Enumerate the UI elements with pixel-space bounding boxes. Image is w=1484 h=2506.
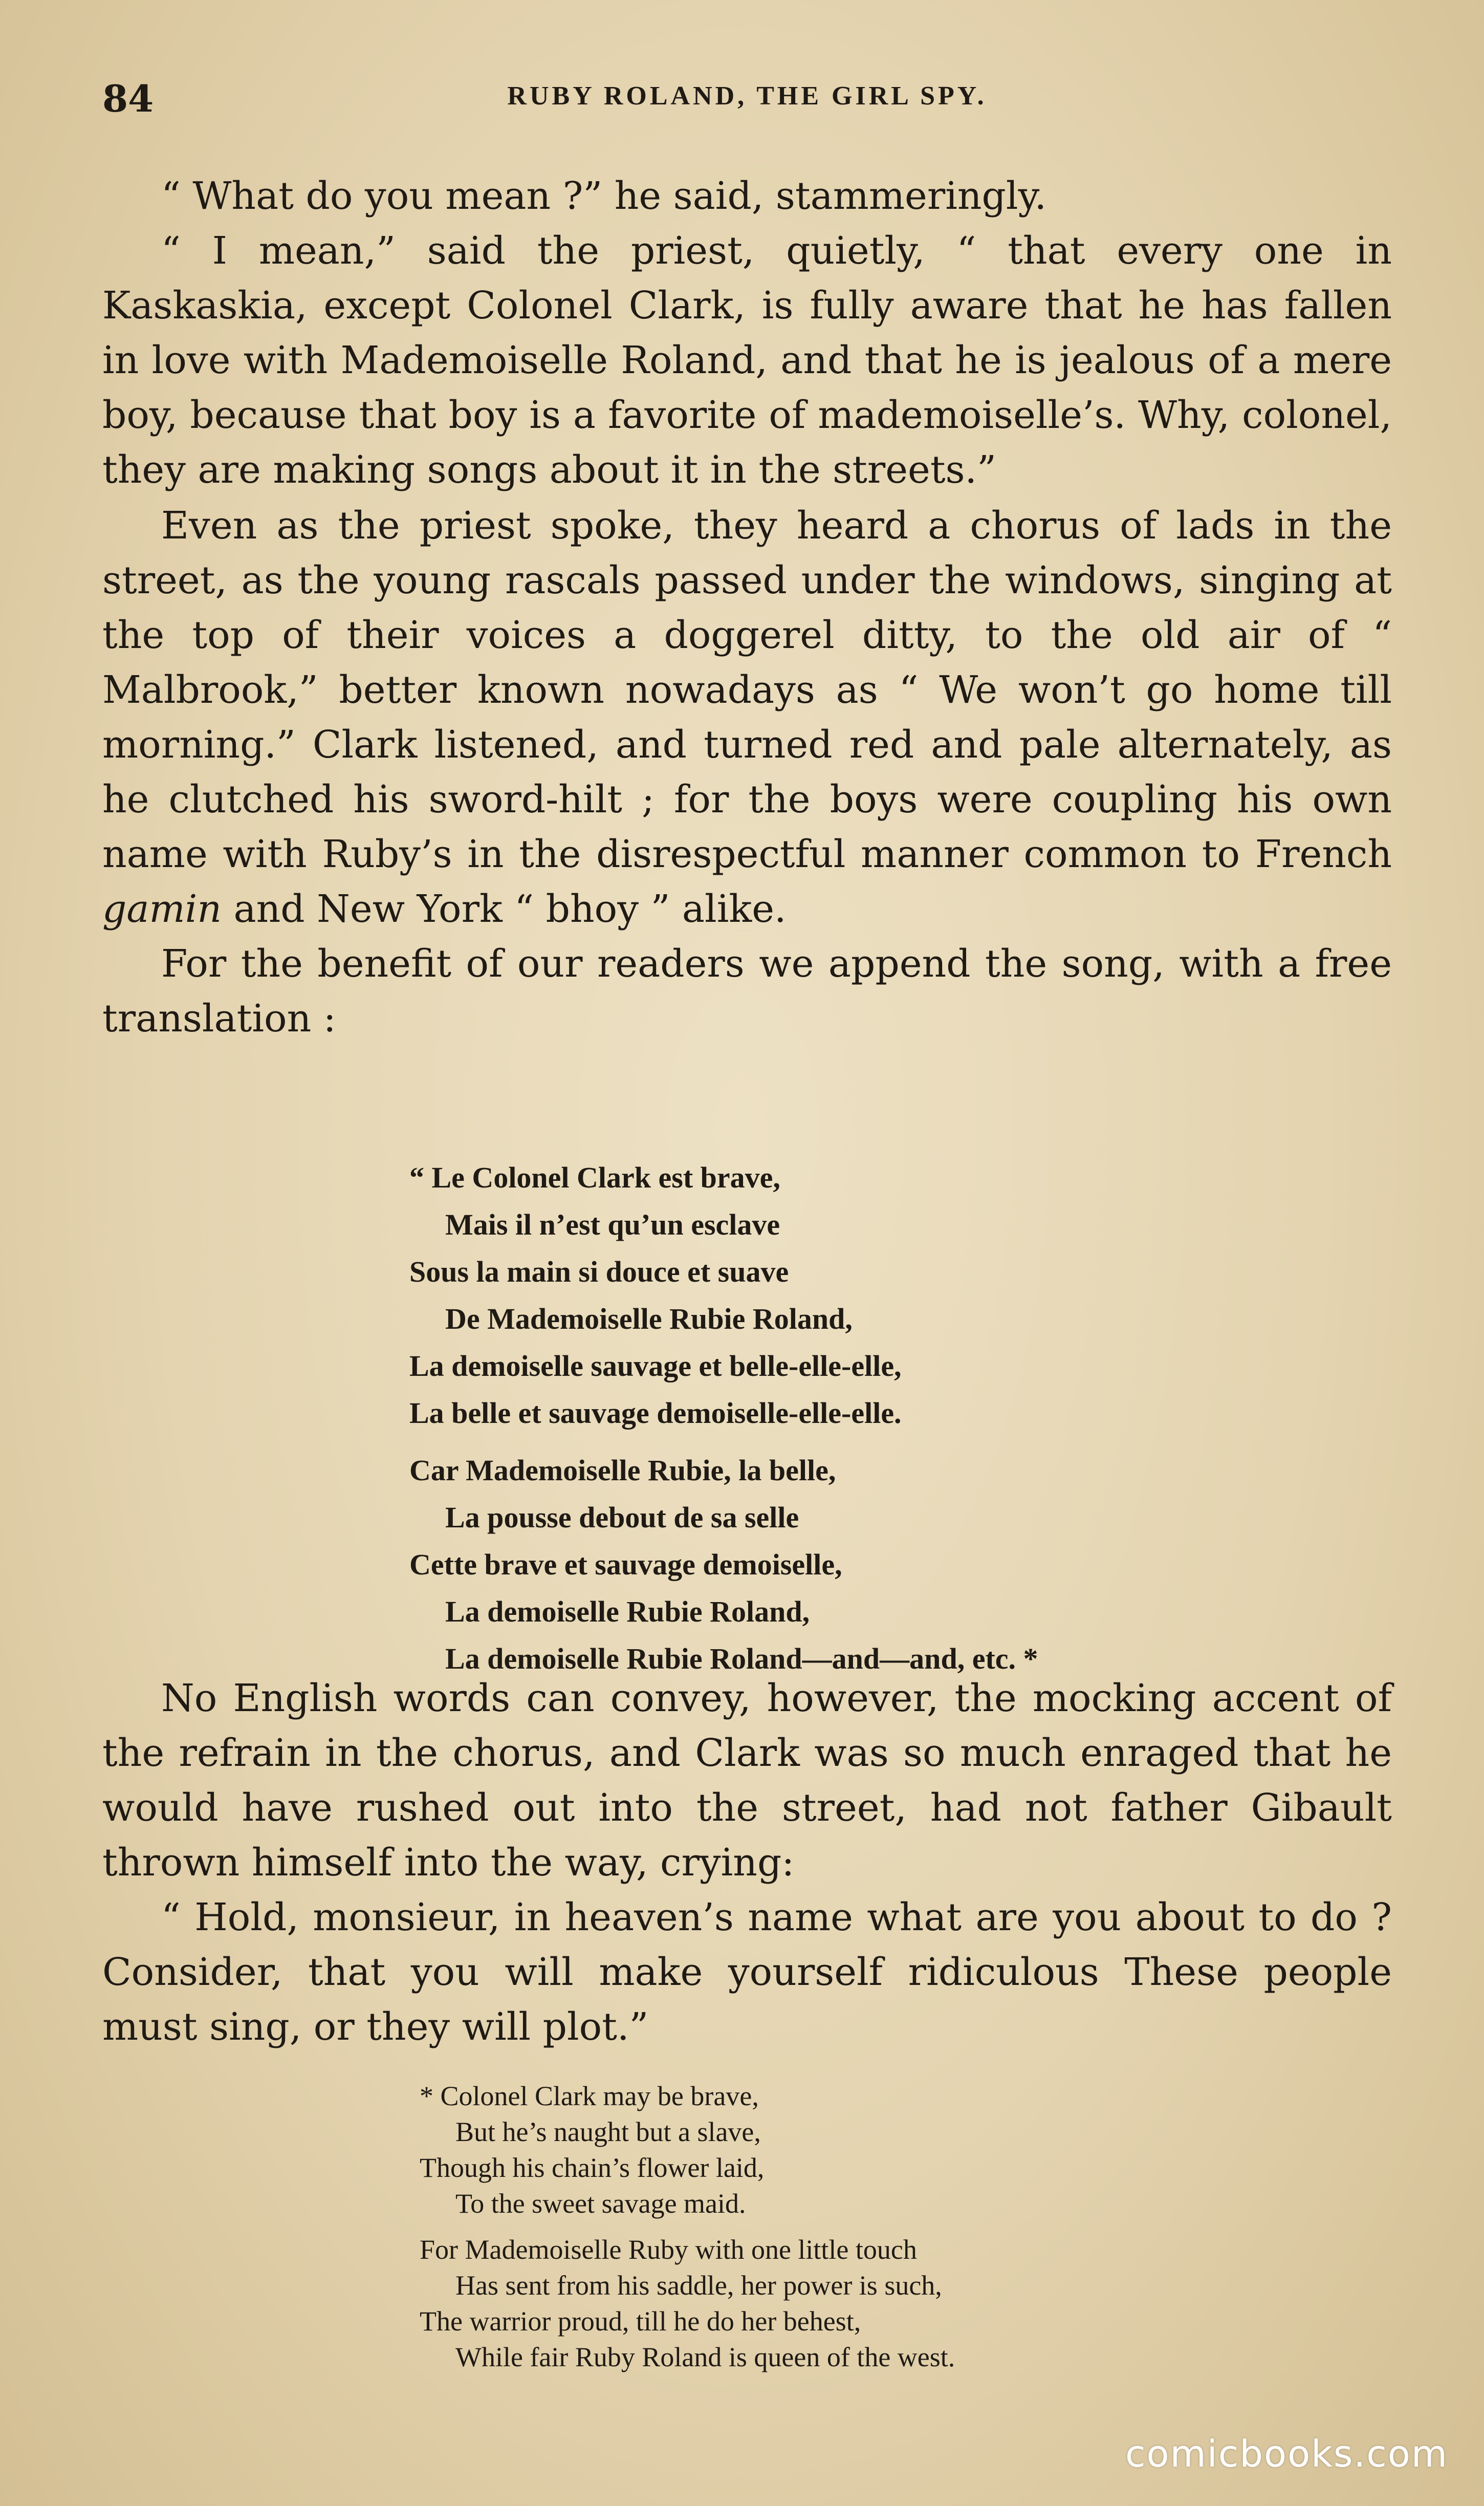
paragraph-2: “ I mean,” said the priest, quietly, “ that every one in Kaskaskia, except Colonel Clark, is fully aware that he has fallen in love with Mademoiselle Roland, and that he is jealous of a mere boy, because that boy is a favorite of mademoiselle’s. Why, colonel, they are making songs about it in the streets.” (102, 229, 1392, 492)
french-song (409, 1154, 1382, 1682)
italic-word: gamin (102, 887, 222, 931)
paragraph-3-tail: and New York “ bhoy ” alike. (233, 887, 787, 931)
main-text (102, 169, 1392, 1046)
paragraph-3-text: Even as the priest spoke, they heard a chorus of lads in the street, as the young rascals passed under the windows, singing at the top of their voices a doggerel ditty, to the old air of “ Malbrook,” better known nowadays as “ We won’t go home till morning.” Clark listened, and turned red and pale alternately, as he clutched his sword-hilt ; for the boys were coupling his own name with Ruby’s in the disrespectful manner common to French (102, 504, 1392, 876)
footnote-line: Has sent from his saddle, her power is such, (455, 2270, 942, 2301)
stanza-gap (409, 1437, 1382, 1447)
page-header (102, 77, 1392, 123)
site-watermark: comicbooks.com (1125, 2432, 1448, 2475)
footnote-line: For Mademoiselle Ruby with one little touch (420, 2234, 917, 2265)
main-text-continued (102, 1671, 1392, 2055)
footnote-line: The warrior proud, till he do her behest, (420, 2306, 861, 2337)
footnote-line: But he’s naught but a slave, (455, 2116, 761, 2147)
song-line: La demoiselle Rubie Roland, (445, 1595, 810, 1628)
song-line: La demoiselle sauvage et belle-elle-elle, (409, 1349, 902, 1382)
song-line: La pousse debout de sa selle (445, 1501, 799, 1534)
song-line: La belle et sauvage demoiselle-elle-elle. (409, 1396, 902, 1430)
stanza-gap (420, 2221, 1341, 2232)
footnote-line: * Colonel Clark may be brave, (420, 2081, 759, 2111)
song-line: Cette brave et sauvage demoiselle, (409, 1548, 842, 1581)
paragraph-1: “ What do you mean ?” he said, stammeringly. (161, 174, 1047, 218)
song-line: “ Le Colonel Clark est brave, (409, 1161, 780, 1194)
song-line: De Mademoiselle Rubie Roland, (445, 1302, 853, 1335)
song-line: La demoiselle Rubie Roland—and—and, etc. * (445, 1642, 1038, 1675)
footnote-line: Though his chain’s flower laid, (420, 2152, 765, 2183)
running-title: RUBY ROLAND, THE GIRL SPY. (507, 81, 987, 111)
song-line: Car Mademoiselle Rubie, la belle, (409, 1454, 836, 1487)
page-number: 84 (102, 77, 154, 120)
song-line: Sous la main si douce et suave (409, 1255, 789, 1288)
song-line: Mais il n’est qu’un esclave (445, 1208, 780, 1241)
paragraph-5: No English words can convey, however, the mocking accent of the refrain in the chorus, and Clark was so much enraged that he would have rushed out into the street, had not father Gibault thrown himself into the way, crying: (102, 1676, 1392, 1885)
paragraph-6: “ Hold, monsieur, in heaven’s name what are you about to do ? Consider, that you will make yourself ridiculous These people must sing, or they will plot.” (102, 1895, 1392, 2049)
footnote-line: To the sweet savage maid. (455, 2188, 746, 2219)
paragraph-4: For the benefit of our readers we append the song, with a free translation : (102, 942, 1392, 1041)
footnote-translation (420, 2078, 1341, 2375)
paragraph-3 (102, 499, 1392, 937)
footnote-line: While fair Ruby Roland is queen of the west. (455, 2342, 955, 2372)
